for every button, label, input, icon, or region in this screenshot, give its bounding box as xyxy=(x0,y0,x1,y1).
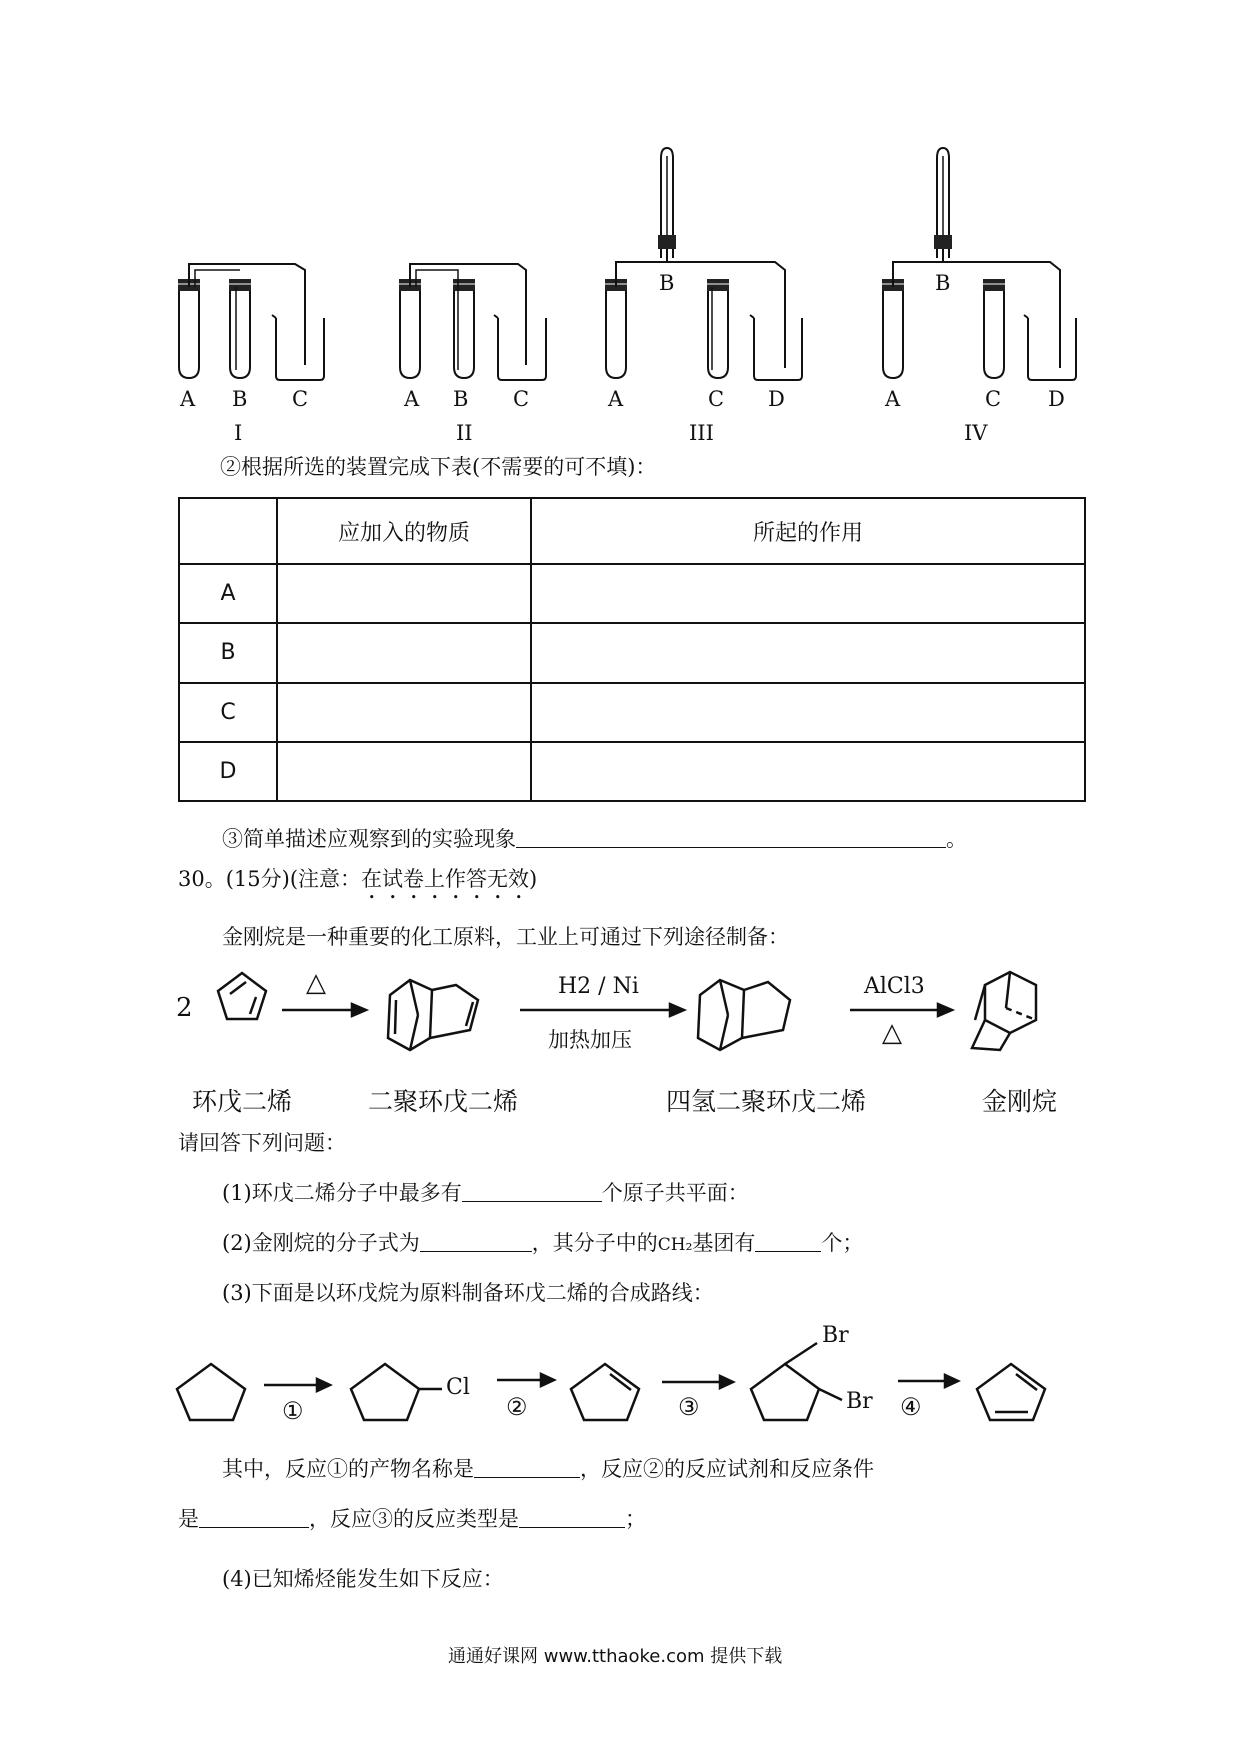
row-label: B xyxy=(179,623,277,682)
q1-text-end: 个原子共平面： xyxy=(601,1181,749,1205)
header-function: 所起的作用 xyxy=(531,498,1085,564)
answer-blank[interactable] xyxy=(462,1181,602,1202)
label-a: A xyxy=(608,387,624,411)
answer-cell[interactable] xyxy=(531,683,1085,742)
step-arrow-1 xyxy=(264,1379,330,1391)
footer-source: 通通好课网 www.tthaoke.com 提供下载 xyxy=(448,1646,783,1667)
label-b-top: B xyxy=(935,271,951,295)
step-label-2: ② xyxy=(506,1393,528,1421)
name-cyclopentadiene: 环戊二烯 xyxy=(192,1087,293,1116)
arrow-1 xyxy=(282,1004,366,1016)
setup-2 xyxy=(399,264,546,380)
setup-numeral: I xyxy=(234,421,243,445)
row-label: A xyxy=(179,564,277,623)
br-label-2: Br xyxy=(846,1389,873,1414)
setup-numeral: IV xyxy=(964,421,988,445)
table-row xyxy=(179,564,1085,623)
heat-symbol: △ xyxy=(306,968,326,998)
q30-close: ) xyxy=(529,867,538,891)
cl-label: Cl xyxy=(446,1375,470,1400)
header-substance: 应加入的物质 xyxy=(277,498,531,564)
setup-numeral: II xyxy=(456,421,473,445)
chlorocyclopentane-structure xyxy=(351,1364,419,1420)
answer-blank[interactable] xyxy=(474,1457,580,1478)
reagent-h2-ni: H2 / Ni xyxy=(558,974,639,999)
row-label: D xyxy=(179,742,277,801)
q3-text-end: ； xyxy=(625,1507,646,1531)
heat-symbol: △ xyxy=(882,1018,902,1048)
q29-part3 xyxy=(222,826,967,852)
br-label-1: Br xyxy=(822,1323,849,1348)
q2-text-mid2: 基团有 xyxy=(692,1231,756,1255)
step-label-4: ④ xyxy=(900,1393,922,1421)
answer-blank[interactable] xyxy=(420,1231,532,1252)
table-row xyxy=(179,683,1085,742)
label-d: D xyxy=(1048,387,1065,411)
answer-cell[interactable] xyxy=(531,564,1085,623)
q30-number: 30。(15分)(注意： xyxy=(178,867,362,891)
question-1 xyxy=(222,1180,749,1206)
name-tetrahydrodicyclopentadiene: 四氢二聚环戊二烯 xyxy=(666,1087,867,1116)
adamantane-structure xyxy=(972,972,1036,1050)
setup-numeral: III xyxy=(689,421,714,445)
q29-part2-prompt: ②根据所选的装置完成下表(不需要的可不填)： xyxy=(220,455,657,479)
condition-heat-pressure: 加热加压 xyxy=(548,1028,632,1052)
cyclopentane-structure xyxy=(177,1364,245,1420)
step-arrow-2 xyxy=(497,1374,554,1386)
table-row xyxy=(179,742,1085,801)
row-label: C xyxy=(179,683,277,742)
q30-intro: 金刚烷是一种重要的化工原料，工业上可通过下列途径制备： xyxy=(222,925,789,949)
synthesis-scheme-2 xyxy=(0,1320,1240,1440)
q30-heading xyxy=(178,866,537,904)
q2-text: (2)金刚烷的分子式为 xyxy=(222,1231,420,1255)
answer-blank[interactable] xyxy=(755,1231,821,1252)
tetrahydrodicyclopentadiene-structure xyxy=(698,980,790,1050)
q1-text: (1)环戊二烯分子中最多有 xyxy=(222,1181,462,1205)
step-arrow-4 xyxy=(898,1375,958,1387)
q3-text: 是 xyxy=(178,1507,199,1531)
step-label-3: ③ xyxy=(678,1393,700,1421)
step-label-1: ① xyxy=(282,1397,304,1425)
name-dicyclopentadiene: 二聚环戊二烯 xyxy=(368,1087,519,1116)
answer-blank[interactable] xyxy=(516,827,946,848)
table-row xyxy=(179,623,1085,682)
question-3: (3)下面是以环戊烷为原料制备环戊二烯的合成路线： xyxy=(222,1281,714,1305)
answer-cell[interactable] xyxy=(277,623,531,682)
answer-cell[interactable] xyxy=(531,623,1085,682)
question-2 xyxy=(222,1230,863,1258)
apparatus-figure xyxy=(0,0,1240,440)
answer-cell[interactable] xyxy=(277,564,531,623)
questions-prompt: 请回答下列问题： xyxy=(178,1131,346,1155)
cyclopentadiene-product-structure xyxy=(977,1364,1045,1420)
coefficient: 2 xyxy=(176,993,193,1023)
answer-cell[interactable] xyxy=(531,742,1085,801)
q2-text-end: 个； xyxy=(821,1231,864,1255)
label-a: A xyxy=(885,387,901,411)
q2-ch2: CH₂ xyxy=(657,1235,693,1255)
setup-3 xyxy=(605,148,802,380)
question-4: (4)已知烯烃能发生如下反应： xyxy=(222,1567,504,1591)
answer-cell[interactable] xyxy=(277,683,531,742)
q2-text-mid: ，其分子中的 xyxy=(531,1231,658,1255)
table-header-row xyxy=(179,498,1085,564)
label-a: A xyxy=(404,387,420,411)
arrow-3 xyxy=(850,1004,952,1016)
answer-blank[interactable] xyxy=(519,1507,625,1528)
reagent-alcl3: AlCl3 xyxy=(864,974,925,999)
label-b-top: B xyxy=(659,271,675,295)
table-corner-cell xyxy=(179,498,277,564)
cyclopentadiene-structure xyxy=(218,973,266,1019)
dicyclopentadiene-structure xyxy=(388,980,478,1050)
label-c: C xyxy=(513,387,530,411)
setup-4 xyxy=(882,148,1076,380)
label-c: C xyxy=(985,387,1002,411)
name-adamantane: 金刚烷 xyxy=(982,1087,1058,1116)
q29-part3-text: ③简单描述应观察到的实验现象 xyxy=(222,827,516,851)
label-c: C xyxy=(708,387,725,411)
q3-text-mid: ，反应③的反应类型是 xyxy=(309,1507,519,1531)
label-a: A xyxy=(180,387,196,411)
q30-emphasis: 在试卷上作答无效 xyxy=(361,867,530,891)
label-c: C xyxy=(292,387,309,411)
step-arrow-3 xyxy=(662,1376,733,1388)
label-d: D xyxy=(768,387,785,411)
label-b: B xyxy=(453,387,469,411)
setup-1 xyxy=(178,264,324,380)
answer-blank[interactable] xyxy=(199,1507,309,1528)
dibromocyclopentane-structure xyxy=(751,1364,819,1420)
answer-table xyxy=(178,497,1086,802)
label-b: B xyxy=(232,387,248,411)
q3-text: 其中，反应①的产物名称是 xyxy=(222,1457,474,1481)
question-3-line-1 xyxy=(222,1456,874,1482)
arrow-2 xyxy=(520,1004,684,1016)
cyclopentene-structure xyxy=(571,1364,639,1420)
q3-text-end: ，反应②的反应试剂和反应条件 xyxy=(580,1457,874,1481)
question-3-line-2 xyxy=(178,1506,646,1532)
q29-part3-end: 。 xyxy=(946,827,967,851)
answer-cell[interactable] xyxy=(277,742,531,801)
